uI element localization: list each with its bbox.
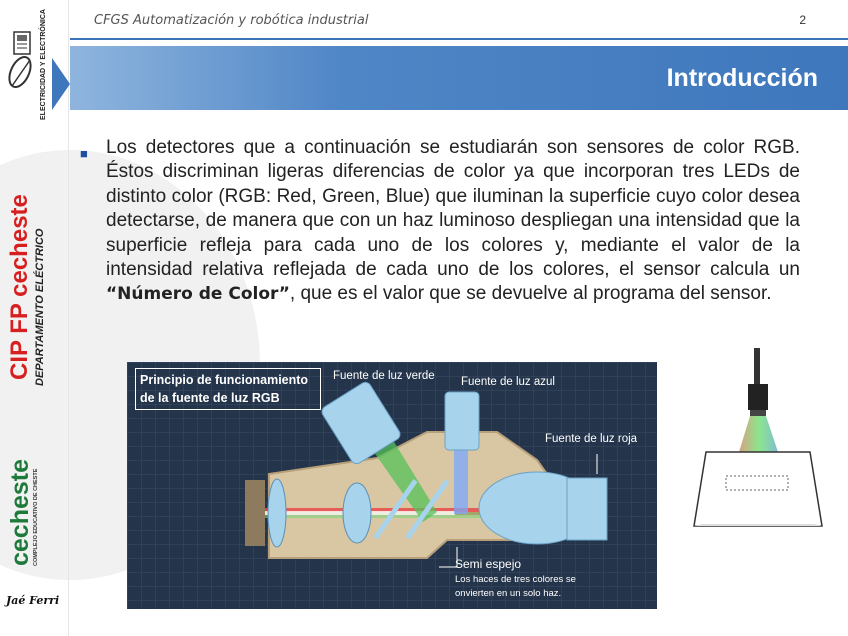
department-logo-text: ELECTRICIDAD Y ELECTRÓNICA (40, 9, 47, 120)
banner-arrow (52, 58, 70, 110)
figure-title-line2: de la fuente de luz RGB (140, 391, 280, 405)
color-number-term: “Número de Color” (106, 284, 290, 305)
cip-fp-cecheste-logo (6, 194, 34, 380)
body-paragraph (106, 136, 800, 307)
rgb-sensor-illustration (690, 348, 830, 533)
red-source-label: Fuente de luz roja (545, 433, 638, 445)
header-rule (70, 38, 848, 40)
cecheste-logo-subtitle: COMPLEJO EDUCATIVO DE CHESTE (33, 468, 39, 566)
green-source-label: Fuente de luz verde (333, 370, 435, 382)
figure-note-line1: Los haces de tres colores se (455, 574, 576, 585)
sensor-icon (690, 348, 830, 533)
bullet-icon: ■ (80, 146, 88, 161)
blue-source-label: Fuente de luz azul (461, 376, 555, 388)
electricity-logo-icon (6, 26, 36, 98)
department-logo (6, 26, 36, 98)
cecheste-logo: cecheste (6, 458, 34, 566)
cip-logo-text: CIP FP cecheste (6, 194, 33, 380)
author-signature: Jaé Ferri (6, 594, 60, 607)
rgb-principle-figure (127, 362, 657, 609)
body-text-part1: Los detectores que a continuación se estudiarán son sensores de color RGB. Éstos discriminan ligeras diferencias de color ya que incorporan tres LEDs de distinto color (RGB: Red, Green, Blue) que iluminan la superficie cuyo color desea detectarse, de manera que con un haz luminoso despliegan una intensidad que la superficie refleja para cada uno de los colores y, mediante el valor de la intensidad relativa reflejada de cada uno de los colores, el sensor calcula un (106, 137, 800, 281)
figure-note-line2: onvierten en un solo haz. (455, 588, 562, 599)
course-header: CFGS Automatización y robótica industrial (94, 13, 369, 28)
figure-title-box (135, 368, 321, 410)
department-label: DEPARTAMENTO ELÉCTRICO (34, 228, 46, 386)
figure-title-line1: Principio de funcionamiento (140, 373, 309, 387)
semi-mirror-label: Semi espejo (455, 557, 522, 571)
body-text-part2: , que es el valor que se devuelve al programa del sensor. (289, 283, 772, 305)
page-number: 2 (799, 13, 806, 27)
slide-title: Introducción (666, 64, 818, 92)
